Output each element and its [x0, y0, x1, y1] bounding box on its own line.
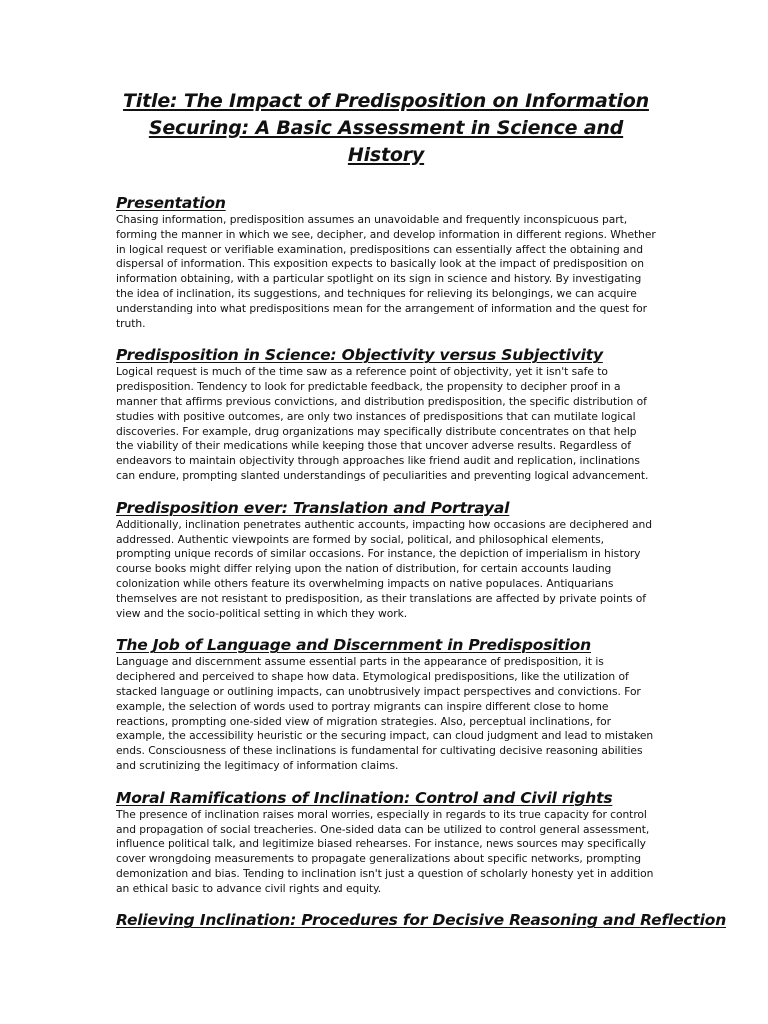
section-heading: Moral Ramifications of Inclination: Control and Civil rights [116, 788, 613, 807]
section-paragraph: Language and discernment assume essential parts in the appearance of predisposition, it is deciphered and perceived to shape how data. Etymological predispositions, like the utilization of stacked language or outlining impacts, can unobtrusively impact perspectives and convictions. For example, the selection of words used to portray migrants can inspire different close to home reactions, prompting one-sided view of migration strategies. Also, perceptual inclinations, for example, the accessibility heuristic or the securing impact, can cloud judgment and lead to mistaken ends. Consciousness of these inclinations is fundamental for cultivating decisive reasoning abilities and scrutinizing the legitimacy of information claims. [116, 655, 654, 772]
section-moral [116, 788, 656, 897]
section-relieving [116, 910, 727, 930]
section-heading: Relieving Inclination: Procedures for Decisive Reasoning and Reflection [116, 911, 727, 930]
section-paragraph: Additionally, inclination penetrates authentic accounts, impacting how occasions are deciphered and addressed. Authentic viewpoints are formed by social, political, and philosophical elements, prompting unique records of similar occasions. For instance, the depiction of imperialism in history course books might differ relying upon the nation of distribution, for certain accounts lauding colonization while others feature its overwhelming impacts on native populaces. Antiquarians themselves are not resistant to predisposition, as their translations are affected by private points of view and the socio-political setting in which they work. [116, 517, 652, 620]
section-paragraph: The presence of inclination raises moral worries, especially in regards to its true capacity for control and propagation of social treacheries. One-sided data can be utilized to control general assessment, influence political talk, and legitimize biased rehearses. For instance, news sources may specifically cover wrongdoing measurements to propagate generalizations about specific networks, prompting demonization and bias. Tending to inclination isn't just a question of scholarly honesty yet in addition an ethical basic to advance civil rights and equity. [116, 807, 654, 895]
section-paragraph: Logical request is much of the time saw as a reference point of objectivity, yet it isn't safe to predisposition. Tendency to look for predictable feedback, the propensity to decipher proof in a manner that affirms previous convictions, and distribution predisposition, the specific distribution of studies with positive outcomes, are only two instances of predispositions that can mutilate logical discoveries. For example, drug organizations may specifically distribute concentrates on that help the viability of their medications while keeping those that uncover adverse results. Regardless of endeavors to maintain objectivity through approaches like friend audit and replication, inclinations can endure, prompting slanted understandings of peculiarities and preventing logical advancement. [116, 365, 649, 482]
section-presentation [116, 193, 656, 331]
section-heading: Presentation [116, 194, 226, 212]
document-title: Title: The Impact of Predisposition on Information Securing: A Basic Assessment in Science and History [123, 90, 649, 166]
section-science [116, 345, 656, 483]
section-language [116, 635, 656, 773]
section-history [116, 498, 656, 622]
section-heading: Predisposition ever: Translation and Portrayal [116, 498, 510, 517]
section-heading: The Job of Language and Discernment in Predisposition [116, 636, 591, 655]
section-heading: Predisposition in Science: Objectivity versus Subjectivity [116, 346, 603, 365]
document-page [116, 88, 727, 944]
section-paragraph: Chasing information, predisposition assumes an unavoidable and frequently inconspicuous part, forming the manner in which we see, decipher, and develop information in different regions. Whether in logical request or verifiable examination, predispositions can essentially affect the obtaining and dispersal of information. This exposition expects to basically look at the impact of predisposition on information obtaining, with a particular spotlight on its sign in science and history. By investigating the idea of inclination, its suggestions, and techniques for relieving its belongings, we can acquire understanding into what predispositions mean for the arrangement of information and the quest for truth. [116, 213, 656, 330]
